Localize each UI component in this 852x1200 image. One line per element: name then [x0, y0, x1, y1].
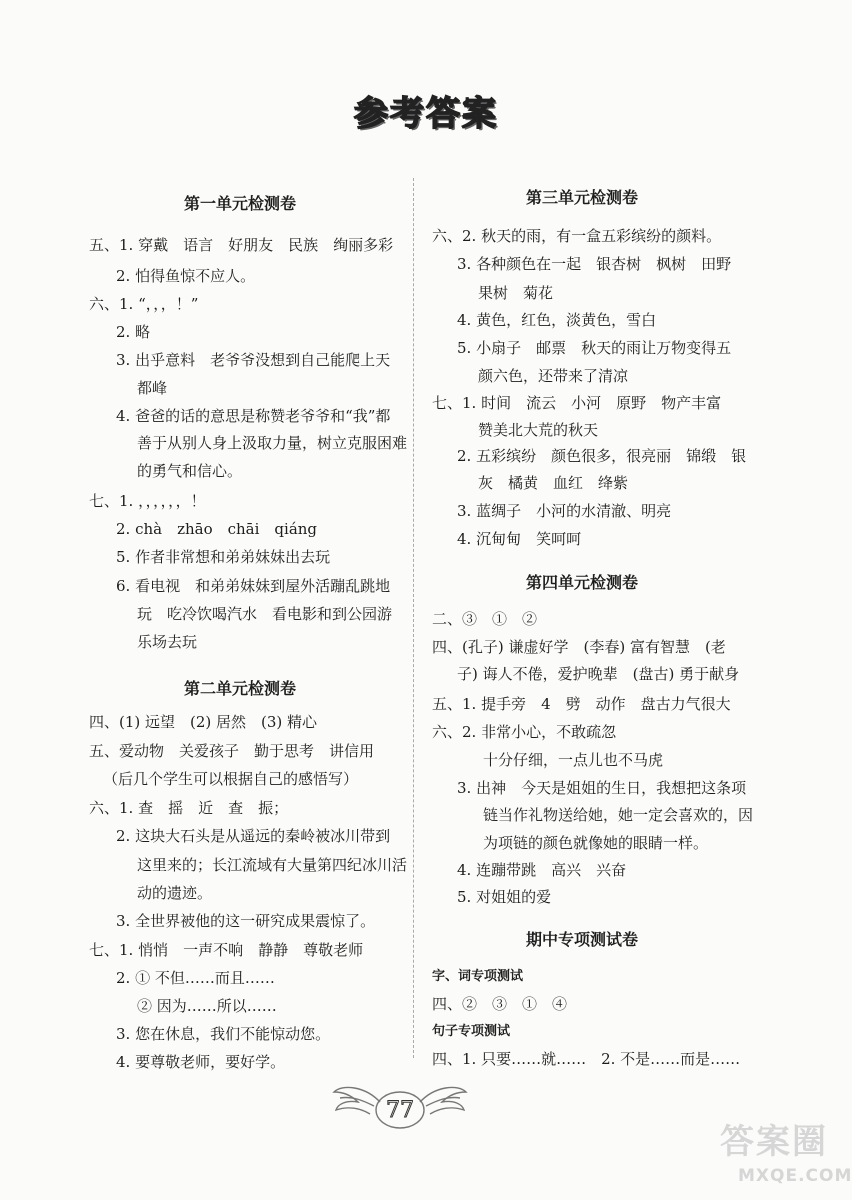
- answer-line: 五、1. 穿戴 语言 好朋友 民族 绚丽多彩: [89, 236, 394, 254]
- answer-line: 3. 您在休息，我们不能惊动您。: [116, 1025, 331, 1043]
- answer-line: 5. 作者非常想和弟弟妹妹出去玩: [116, 548, 331, 566]
- section-title-midterm: 期中专项测试卷: [526, 930, 639, 949]
- page-title: 参考答案: [354, 94, 498, 134]
- section-title-unit4: 第四单元检测卷: [526, 573, 639, 592]
- answer-line: 四、1. 只要……就…… 2. 不是……而是……: [432, 1050, 741, 1068]
- page-number: 77: [386, 1098, 414, 1123]
- answer-line: 十分仔细，一点儿也不马虎: [483, 751, 664, 769]
- column-divider: [413, 178, 414, 1058]
- watermark-logo-text: 答案圈: [720, 1122, 828, 1162]
- answer-line: 的勇气和信心。: [137, 462, 243, 480]
- answer-line: 2. 怕得鱼惊不应人。: [116, 267, 256, 285]
- answer-line: 2. 五彩缤纷 颜色很多，很亮丽 锦缎 银: [457, 447, 747, 465]
- answer-line: 七、1. 时间 流云 小河 原野 物产丰富: [432, 394, 722, 412]
- answer-line: 六、2. 秋天的雨，有一盒五彩缤纷的颜料。: [432, 227, 722, 245]
- answer-line: 5. 小扇子 邮票 秋天的雨让万物变得五: [457, 339, 732, 357]
- answer-line: 五、爱动物 关爱孩子 勤于思考 讲信用: [89, 742, 375, 760]
- answer-line: 七、1. 悄悄 一声不响 静静 尊敬老师: [89, 941, 364, 959]
- answer-line: 都峰: [137, 379, 168, 397]
- answer-line: 2. 这块大石头是从遥远的秦岭被冰川带到: [116, 827, 391, 845]
- answer-line: 6. 看电视 和弟弟妹妹到屋外活蹦乱跳地: [116, 577, 391, 595]
- answer-line: 5. 对姐姐的爱: [457, 888, 552, 906]
- answer-line: 4. 黄色，红色，淡黄色，雪白: [457, 311, 657, 329]
- answer-line: 五、1. 提手旁 4 劈 动作 盘古力气很大: [432, 695, 731, 713]
- section-title-unit1: 第一单元检测卷: [184, 194, 297, 213]
- answer-line: 这里来的；长江流域有大量第四纪冰川活: [137, 856, 408, 874]
- answer-line: 4. 要尊敬老师，要好学。: [116, 1053, 286, 1071]
- answer-line: 乐场去玩: [137, 633, 198, 651]
- answer-line: 善于从别人身上汲取力量，树立克服困难: [137, 434, 408, 452]
- answer-line: 四、② ③ ① ④: [432, 995, 568, 1013]
- answer-line: 果树 菊花: [478, 284, 554, 302]
- page-number-badge: [330, 1076, 470, 1138]
- answer-line: 2. ① 不但……而且……: [116, 969, 275, 987]
- answer-line: 3. 蓝绸子 小河的水清澈、明亮: [457, 502, 672, 520]
- answer-line: 4. 沉甸甸 笑呵呵: [457, 530, 582, 548]
- answer-line: 子) 诲人不倦，爱护晚辈 (盘古) 勇于献身: [457, 665, 740, 683]
- answer-line: 3. 出乎意料 老爷爷没想到自己能爬上天: [116, 351, 391, 369]
- answer-line: 3. 全世界被他的这一研究成果震惊了。: [116, 912, 376, 930]
- answer-line: 二、③ ① ②: [432, 610, 538, 628]
- watermark: [718, 1110, 852, 1198]
- answer-line: 链当作礼物送给她，她一定会喜欢的，因: [483, 806, 754, 824]
- answer-line: 3. 出神 今天是姐姐的生日，我想把这条项: [457, 779, 747, 797]
- answer-line: 七、1. ，，，，，，！: [89, 492, 206, 510]
- answer-line: 六、2. 非常小心，不敢疏忽: [432, 723, 617, 741]
- answer-line: 四、(1) 远望 (2) 居然 (3) 精心: [89, 713, 318, 731]
- answer-line: 4. 连蹦带跳 高兴 兴奋: [457, 861, 627, 879]
- answer-line: 为项链的颜色就像她的眼睛一样。: [483, 834, 709, 852]
- watermark-url: MXQE.COM: [738, 1166, 852, 1186]
- answer-line: 灰 橘黄 血红 绛紫: [478, 474, 629, 492]
- subsection-label: 句子专项测试: [432, 1024, 511, 1039]
- answer-line: 2. chà zhāo chāi qiáng: [116, 520, 318, 538]
- subsection-label: 字、词专项测试: [432, 969, 524, 984]
- answer-line: 六、1. 查 摇 近 查 振；: [89, 799, 289, 817]
- answer-line: 六、1. “，，，！”: [89, 295, 199, 313]
- answer-line: 4. 爸爸的话的意思是称赞老爷爷和“我”都: [116, 407, 391, 425]
- answer-line: 动的遗迹。: [137, 884, 213, 902]
- section-title-unit3: 第三单元检测卷: [526, 188, 639, 207]
- answer-line: 颜六色，还带来了清凉: [478, 367, 629, 385]
- answer-line: 2. 略: [116, 323, 151, 341]
- answer-line: 赞美北大荒的秋天: [478, 421, 599, 439]
- answer-line: 四、(孔子) 谦虚好学 (李春) 富有智慧 (老: [432, 638, 726, 656]
- answer-line: 3. 各种颜色在一起 银杏树 枫树 田野: [457, 255, 732, 273]
- answer-line: ② 因为……所以……: [137, 997, 277, 1015]
- answer-line: （后几个学生可以根据自己的感悟写）: [103, 770, 359, 788]
- section-title-unit2: 第二单元检测卷: [184, 679, 297, 698]
- answer-line: 玩 吃冷饮喝汽水 看电影和到公园游: [137, 605, 393, 623]
